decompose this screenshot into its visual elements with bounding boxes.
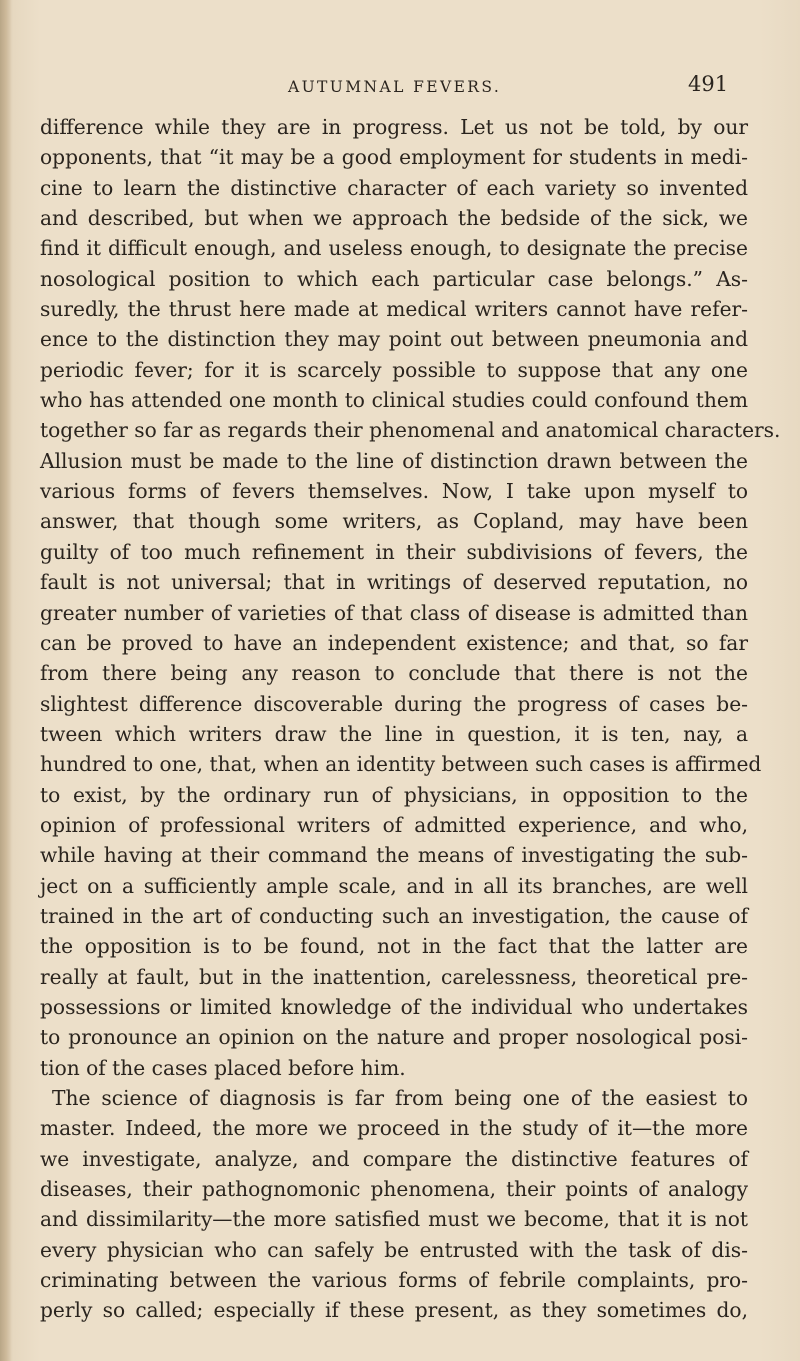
text-line: tion of the cases placed before him.: [40, 1055, 406, 1080]
text-line: answer, that though some writers, as Copland, may have been: [40, 509, 748, 534]
text-line: greater number of varieties of that class of disease is admitted than: [40, 600, 748, 625]
text-line: various forms of fevers themselves. Now, I take upon myself to: [40, 479, 748, 504]
text-line: from there being any reason to conclude that there is not the: [40, 661, 748, 686]
page-gutter-shadow: [0, 0, 12, 1361]
text-line: and dissimilarity—the more satisfied must we become, that it is not: [40, 1207, 748, 1232]
text-line: nosological position to which each particular case belongs.” As-: [40, 266, 748, 291]
page-number: 491: [688, 72, 729, 96]
text-line: to exist, by the ordinary run of physicians, in opposition to the: [40, 782, 748, 807]
text-line: diseases, their pathognomonic phenomena, their points of analogy: [40, 1177, 748, 1202]
text-line: periodic fever; for it is scarcely possible to suppose that any one: [40, 357, 748, 382]
text-line: to pronounce an opinion on the nature and proper nosological posi-: [40, 1025, 748, 1050]
text-line: suredly, the thrust here made at medical writers cannot have refer-: [40, 297, 748, 322]
text-line: and described, but when we approach the bedside of the sick, we: [40, 206, 748, 231]
text-line: find it difficult enough, and useless enough, to designate the precise: [40, 236, 748, 261]
text-line: opinion of professional writers of admitted experience, and who,: [40, 812, 748, 837]
running-head-title: AUTUMNAL FEVERS.: [288, 78, 502, 96]
text-line: can be proved to have an independent existence; and that, so far: [40, 630, 748, 655]
text-line: while having at their command the means of investigating the sub-: [40, 843, 748, 868]
text-line: cine to learn the distinctive character of each variety so invented: [40, 175, 748, 200]
text-line: Allusion must be made to the line of distinction drawn between the: [40, 448, 748, 473]
text-line: guilty of too much refinement in their subdivisions of fevers, the: [40, 539, 748, 564]
text-line: tween which writers draw the line in question, it is ten, nay, a: [40, 721, 748, 746]
text-line: who has attended one month to clinical studies could confound them: [40, 388, 748, 413]
running-head: [0, 72, 800, 102]
text-line: every physician who can safely be entrusted with the task of dis-: [40, 1237, 748, 1262]
text-line: The science of diagnosis is far from being one of the easiest to: [52, 1086, 748, 1110]
text-line: master. Indeed, the more we proceed in the study of it—the more: [40, 1116, 748, 1141]
text-line: hundred to one, that, when an identity between such cases is affirmed: [40, 752, 762, 777]
text-line: trained in the art of conducting such an investigation, the cause of: [40, 903, 748, 928]
text-line: we investigate, analyze, and compare the distinctive features of: [40, 1146, 748, 1171]
text-line: the opposition is to be found, not in the fact that the latter are: [40, 934, 748, 959]
text-line: possessions or limited knowledge of the individual who undertakes: [40, 994, 748, 1019]
text-line: together so far as regards their phenomenal and anatomical characters.: [40, 418, 781, 443]
text-line: opponents, that “it may be a good employment for students in medi-: [40, 145, 748, 170]
text-line: ject on a sufficiently ample scale, and in all its branches, are well: [40, 873, 748, 898]
text-line: ence to the distinction they may point out between pneumonia and: [40, 327, 748, 352]
text-line: difference while they are in progress. Let us not be told, by our: [40, 115, 748, 139]
text-line: criminating between the various forms of febrile complaints, pro-: [40, 1268, 748, 1293]
text-line: slightest difference discoverable during the progress of cases be-: [40, 691, 748, 716]
text-line: fault is not universal; that in writings of deserved reputation, no: [40, 570, 748, 595]
text-line: perly so called; especially if these present, as they sometimes do,: [40, 1298, 748, 1323]
text-line: really at fault, but in the inattention, carelessness, theoretical pre-: [40, 964, 748, 989]
body-text: [40, 112, 781, 1326]
